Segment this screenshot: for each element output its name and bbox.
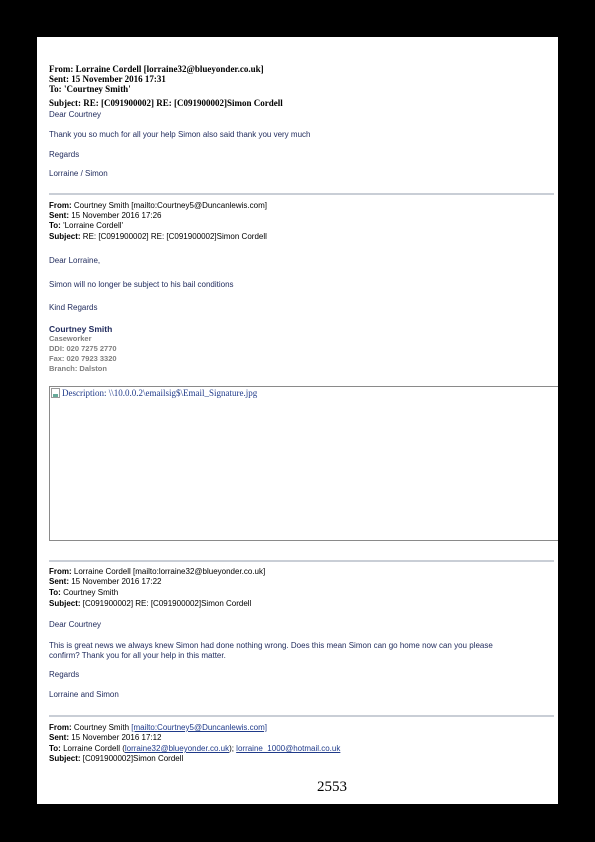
separator [49,560,554,562]
email4-to [49,744,340,754]
email2-subject [49,232,267,242]
to-value: Courtney Smith [60,588,119,597]
email3-subject [49,599,251,609]
sent-value: 15 November 2016 17:26 [69,211,162,220]
page-number: 2553 [317,779,347,795]
signature-title: Caseworker [49,334,92,343]
subject-value: RE: [C091900002] RE: [C091900002]Simon Cordell [80,232,267,241]
sent-label: Sent: [49,211,69,220]
signature-name: Courtney Smith [49,324,113,334]
email3-greeting: Dear Courtney [49,620,102,629]
email1-sent [49,74,166,84]
email4-sent [49,733,162,743]
mailto-link[interactable]: [mailto:Courtney5@Duncanlewis.com] [131,723,267,732]
to-label: To: [49,588,61,597]
to-label: To: [49,744,61,753]
email3-signoff: Lorraine and Simon [49,690,119,699]
email2-body: Simon will no longer be subject to his bail conditions [49,280,234,289]
subject-label: Subject: [49,754,81,763]
subject-label: Subject: [49,98,81,108]
sent-value: 15 November 2016 17:31 [69,74,166,84]
email1-signoff: Lorraine / Simon [49,169,108,178]
to-separator: ); [229,744,237,753]
email3-sent [49,577,162,587]
from-label: From: [49,201,72,210]
email1-body: Thank you so much for all your help Simon also said thank you very much [49,130,311,139]
email-link-blueyonder[interactable]: lorraine32@blueyonder.co.uk [124,744,230,753]
email2-from [49,201,267,211]
broken-image-icon [51,388,60,398]
sent-label: Sent: [49,74,69,84]
sent-value: 15 November 2016 17:22 [69,577,162,586]
signature-branch: Branch: Dalston [49,364,107,373]
email3-body-line2: confirm? Thank you for all your help in this matter. [49,651,226,660]
image-alt-text [51,388,257,398]
email3-body-line1: This is great news we always knew Simon had done nothing wrong. Does this mean Simon can go home now can you please [49,641,493,650]
email1-greeting: Dear Courtney [49,110,102,119]
to-value: 'Courtney Smith' [61,84,131,94]
email1-regards: Regards [49,150,80,159]
email2-greeting: Dear Lorraine, [49,256,101,265]
from-label: From: [49,567,72,576]
from-value: Lorraine Cordell [mailto:lorraine32@blueyonder.co.uk] [71,567,266,576]
from-value: Courtney Smith [mailto:Courtney5@Duncanlewis.com] [71,201,267,210]
email1-to [49,84,131,94]
from-label: From: [49,723,72,732]
separator [49,193,554,195]
email4-subject [49,754,183,764]
subject-label: Subject: [49,232,81,241]
subject-value: [C091900002] RE: [C091900002]Simon Cordell [80,599,252,608]
email1-from [49,64,264,74]
subject-value: RE: [C091900002] RE: [C091900002]Simon Cordell [81,98,283,108]
signature-fax: Fax: 020 7923 3320 [49,354,117,363]
email3-from [49,567,265,577]
to-value: Lorraine Cordell ( [60,744,125,753]
subject-label: Subject: [49,599,81,608]
to-value: 'Lorraine Cordell' [60,221,124,230]
signature-ddi: DDI: 020 7275 2770 [49,344,117,353]
sent-label: Sent: [49,733,69,742]
subject-value: [C091900002]Simon Cordell [80,754,184,763]
sent-value: 15 November 2016 17:12 [69,733,162,742]
email1-subject [49,98,283,108]
separator [49,715,554,717]
email4-from [49,723,267,733]
signature-image-placeholder [49,386,558,541]
to-label: To: [49,221,61,230]
email-link-hotmail[interactable]: lorraine_1000@hotmail.co.uk [236,744,341,753]
from-label: From: [49,64,74,74]
sent-label: Sent: [49,577,69,586]
document-page [37,37,558,804]
to-label: To: [49,84,62,94]
from-value: Courtney Smith [71,723,132,732]
email3-to [49,588,118,598]
email2-to [49,221,123,231]
image-alt-label: Description: \\10.0.0.2\emailsig$\Email_Signature.jpg [62,388,258,398]
email2-sent [49,211,162,221]
email3-regards: Regards [49,670,80,679]
email2-regards: Kind Regards [49,303,98,312]
from-value: Lorraine Cordell [lorraine32@blueyonder.co.uk] [73,64,264,74]
